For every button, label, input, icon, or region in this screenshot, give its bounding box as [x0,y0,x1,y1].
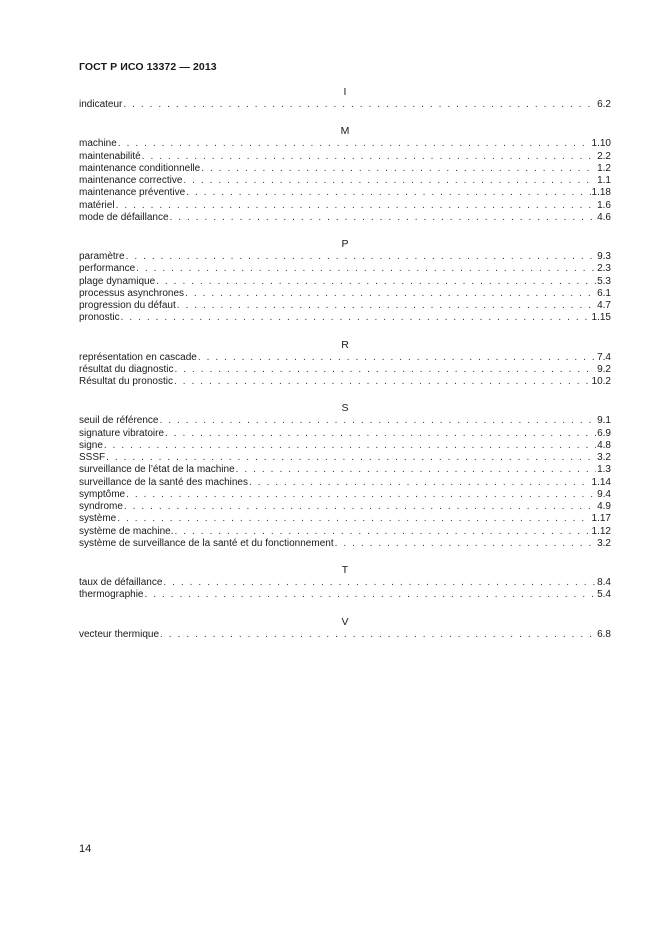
index-ref: 2.2 [597,150,611,162]
index-entry [79,464,611,476]
index-ref: 1.1 [597,175,611,186]
index-term: seuil de référence [79,415,159,427]
index-entry [79,175,611,187]
index-entry [79,501,611,513]
index-section-r [79,339,611,389]
index-ref: 4.9 [597,501,611,512]
index-term: progression du défaut [79,300,176,311]
dot-leader [177,300,596,312]
index-entry [79,538,611,550]
index-term: thermographie [79,589,144,601]
dot-leader [117,513,590,525]
section-letter: R [341,338,349,351]
dot-leader [170,212,597,224]
index-entry [79,99,611,111]
dot-leader [165,428,596,440]
index-term: signe [79,439,103,451]
dot-leader [124,501,596,513]
dot-leader [106,452,596,464]
index-term: représentation en cascade [79,351,197,363]
dot-leader [156,276,596,288]
dot-leader [136,263,596,275]
index-ref: 5.3 [597,275,611,287]
dot-leader [142,151,596,163]
index-ref: 3.2 [597,537,611,549]
index-entry [79,276,611,288]
index-ref: 9.1 [597,415,611,427]
index-ref: 9.3 [597,251,611,262]
index-ref: 6.8 [597,628,611,640]
index-term: résultat du diagnostic [79,363,174,375]
index-section-i [79,86,611,111]
section-letter: V [341,615,349,628]
index-entry [79,589,611,601]
dot-leader [236,464,596,476]
index-ref: 1.10 [591,138,611,150]
index-entry [79,477,611,489]
index-entry [79,263,611,275]
index-term: SSSF [79,452,106,463]
index-term: matériel [79,199,115,211]
section-letter: T [341,564,349,576]
index-entry [79,288,611,300]
index-term: surveillance de la santé des machines [79,476,248,488]
index-ref: 7.4 [597,351,611,363]
index-ref: 9.4 [597,488,611,500]
index-ref: 1.17 [591,513,611,525]
index-term: plage dynamique [79,275,156,287]
dot-leader [118,138,591,150]
dot-leader [175,526,591,538]
index-ref: 4.7 [597,300,611,311]
index-ref: 1.18 [591,187,611,199]
dot-leader [121,312,591,324]
index-term: symptôme [79,488,126,500]
index-term: paramètre [79,251,125,262]
index-ref: 5.4 [597,589,611,601]
dot-leader [123,99,596,111]
index-term: maintenance corrective [79,175,183,186]
index-ref: 4.6 [597,211,611,223]
dot-leader [160,629,596,641]
index-entry [79,200,611,212]
index-entry [79,352,611,364]
index-entry [79,251,611,263]
index-entry [79,138,611,150]
index-ref: 1.3 [597,464,611,476]
index-term: machine [79,138,117,150]
index-term: pronostic [79,312,120,324]
index-term: système de machine. [79,525,174,537]
index-section-t [79,564,611,602]
index-entry [79,577,611,589]
dot-leader [175,364,597,376]
index-section-v [79,616,611,641]
index-ref: 1.12 [591,525,611,537]
dot-leader [198,352,596,364]
dot-leader [335,538,596,550]
dot-leader [163,577,596,589]
index-term: mode de défaillance [79,211,169,223]
index-entry [79,300,611,312]
index-entry [79,526,611,538]
index-term: signature vibratoire [79,427,165,439]
index-entry [79,376,611,388]
index-entry [79,452,611,464]
index-ref: 3.2 [597,452,611,463]
index-ref: 2.3 [597,263,611,275]
index-term: surveillance de l’état de la machine [79,464,235,476]
dot-leader [104,440,596,452]
index-entry [79,629,611,641]
dot-leader [160,415,597,427]
index-section-s [79,402,611,550]
index-ref: 10.2 [591,376,611,387]
index-ref: 6.9 [597,427,611,439]
index-ref: 9.2 [597,363,611,375]
index-term: indicateur [79,99,123,110]
dot-leader [116,200,597,212]
index-term: système [79,513,117,525]
dot-leader [144,589,596,601]
index-section-p [79,238,611,325]
dot-leader [201,163,596,175]
dot-leader [126,251,597,263]
index-term: système de surveillance de la santé et du fonctionnement [79,537,334,549]
alphabetical-index [79,86,611,655]
index-ref: 6.2 [597,99,611,110]
index-entry [79,428,611,440]
dot-leader [126,489,596,501]
dot-leader [186,187,590,199]
index-entry [79,440,611,452]
index-ref: 1.6 [597,199,611,211]
index-ref: 1.15 [591,312,611,324]
index-entry [79,212,611,224]
index-entry [79,163,611,175]
index-entry [79,415,611,427]
index-ref: 1.2 [597,162,611,174]
index-term: maintenance conditionnelle [79,162,201,174]
index-term: maintenabilité [79,150,141,162]
dot-leader [174,376,591,388]
section-letter: M [340,125,350,138]
index-term: performance [79,263,136,275]
index-term: processus asynchrones [79,287,185,299]
index-term: maintenance préventive [79,187,186,199]
index-term: syndrome [79,501,123,512]
index-ref: 6.1 [597,287,611,299]
index-term: Résultat du pronostic [79,376,173,387]
index-ref: 1.14 [591,476,611,488]
index-entry [79,312,611,324]
index-entry [79,364,611,376]
index-term: taux de défaillance [79,577,163,588]
index-entry [79,513,611,525]
page-number: 14 [79,843,92,855]
dot-leader [249,477,591,489]
index-entry [79,489,611,501]
section-letter: P [341,238,349,250]
index-section-m [79,125,611,224]
index-entry [79,151,611,163]
index-entry [79,187,611,199]
index-ref: 4.8 [597,439,611,451]
index-ref: 8.4 [597,577,611,588]
section-letter: I [343,86,347,98]
dot-leader [185,288,596,300]
index-term: vecteur thermique [79,628,160,640]
section-letter: S [341,402,349,415]
document-header: ГОСТ Р ИСО 13372 — 2013 [79,61,217,73]
dot-leader [183,175,596,187]
